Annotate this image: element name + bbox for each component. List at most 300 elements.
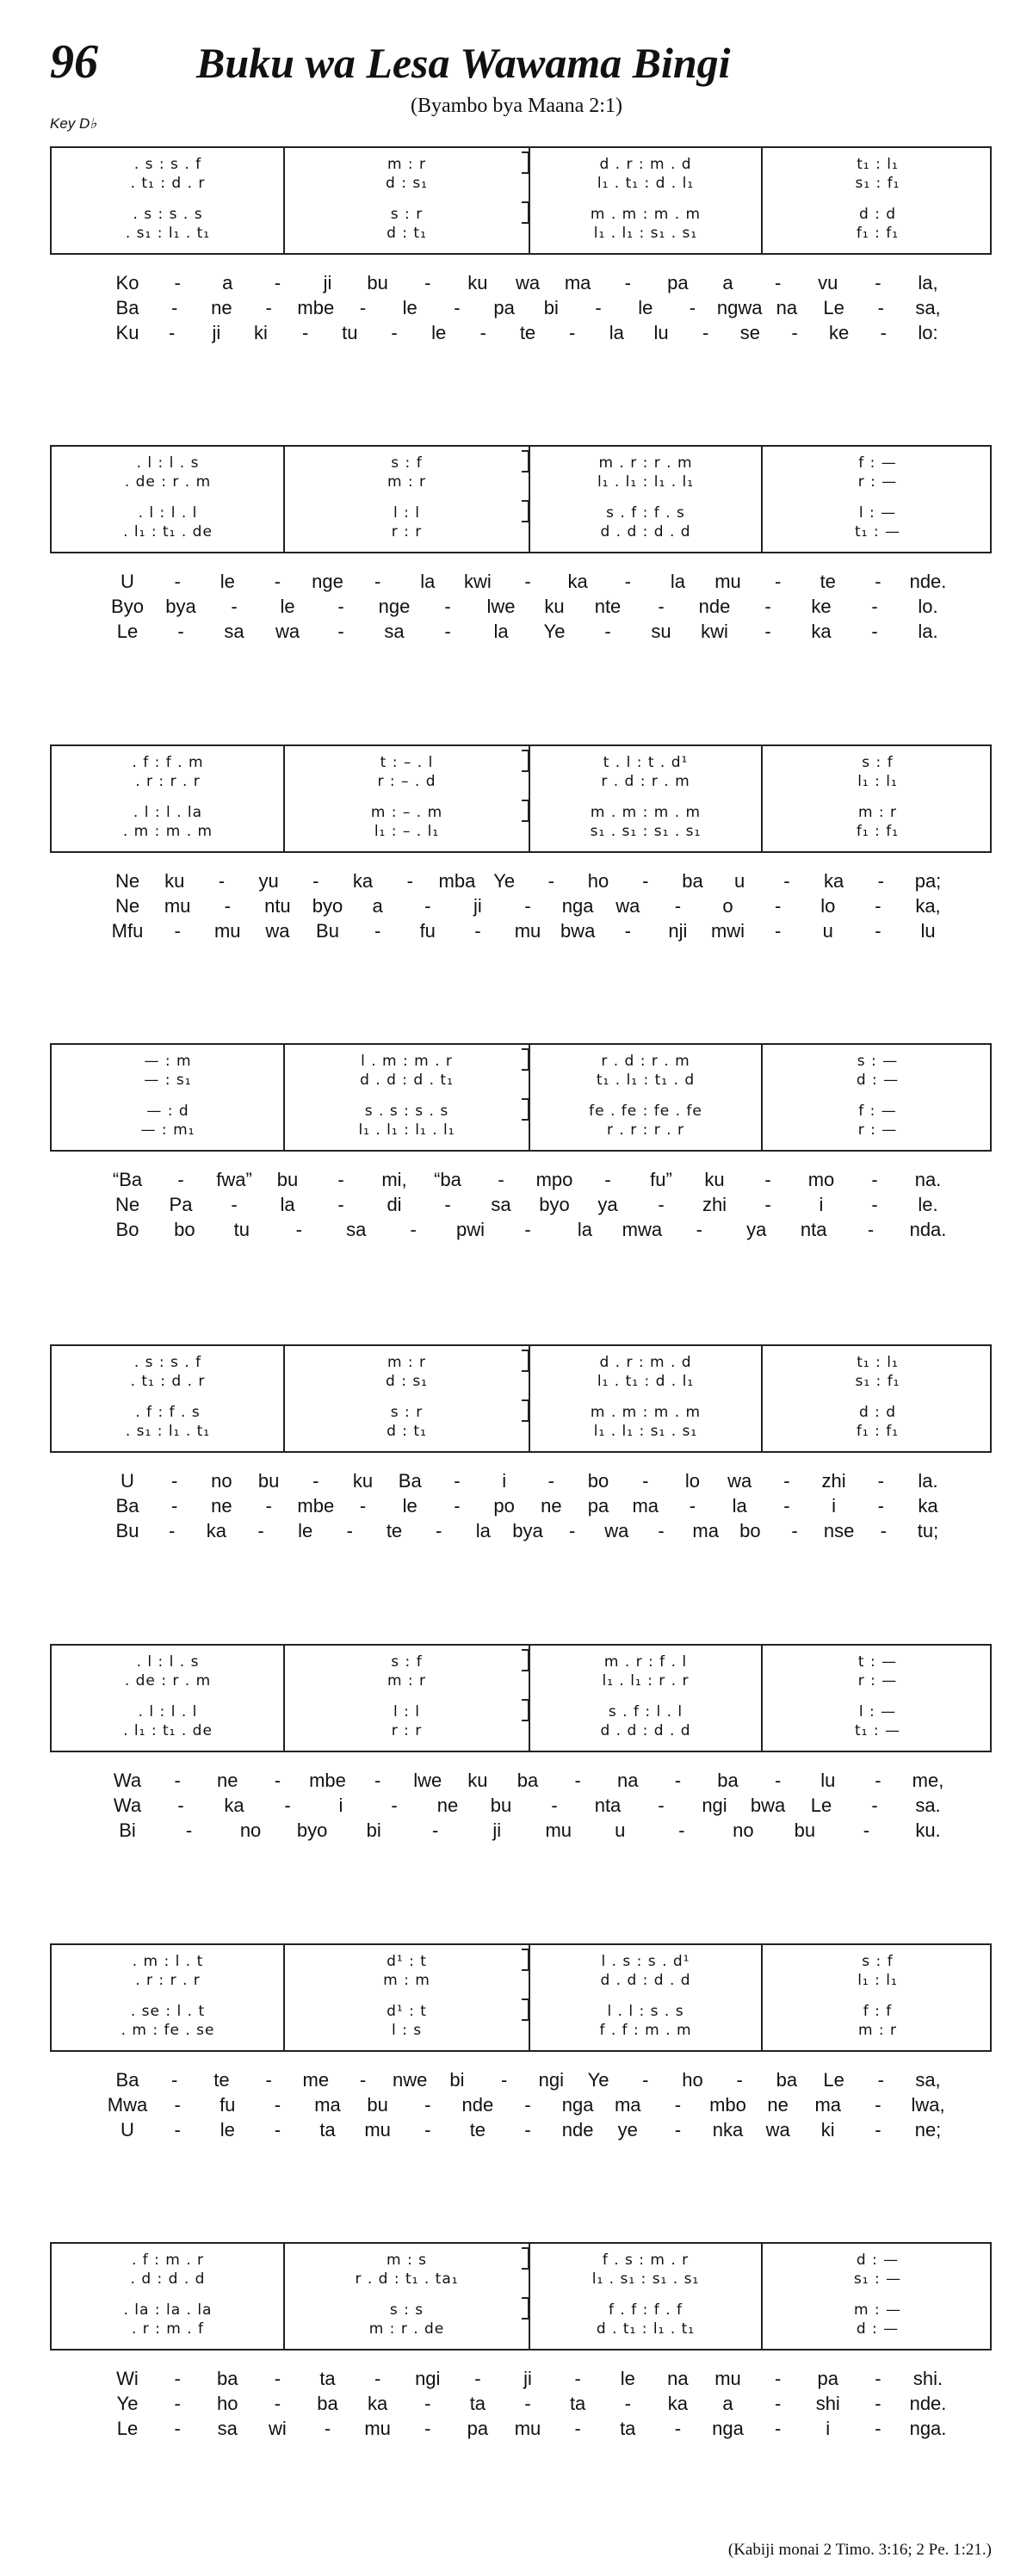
measure-notes: s₁ : f₁ (855, 175, 900, 192)
lyric-syllable: pa (817, 2368, 838, 2389)
measure-notes: . s : s . f (133, 156, 202, 173)
lyric-line (50, 2092, 992, 2117)
lyric-syllable: ta (319, 2119, 336, 2140)
measure-notes: r : – . d (377, 773, 436, 790)
measure-notes: . r : r . r (135, 1972, 201, 1989)
lyric-syllable: mu (213, 920, 241, 942)
lyric-syllable: mbe (309, 1770, 346, 1791)
syllable-hyphen: - (374, 1770, 381, 1791)
measure-notes: f : — (858, 1103, 897, 1120)
lyric-syllable: te (213, 2069, 230, 2091)
lyric-syllable: no (239, 1819, 262, 1841)
voice-row (52, 2002, 990, 2021)
syllable-hyphen: - (171, 2069, 178, 2091)
lyrics-block (50, 2366, 992, 2441)
lyric-syllable: ji (212, 322, 221, 343)
measure-notes: s . f : l . l (608, 1703, 684, 1720)
measure-notes: . l : l . l (138, 1703, 198, 1720)
lyric-syllable: Bi (119, 1819, 136, 1841)
lyric-syllable: ka (823, 870, 844, 892)
syllable-hyphen: - (177, 1169, 184, 1190)
lyric-syllable: nta (800, 1219, 827, 1240)
syllable-hyphen: - (454, 1470, 461, 1492)
syllable-hyphen: - (524, 571, 531, 592)
lyric-syllable: ji (492, 1819, 502, 1841)
measure-notes: m : r (857, 2022, 898, 2039)
syllable-hyphen: - (875, 2368, 881, 2389)
syllable-hyphen: - (624, 272, 631, 293)
lyric-syllable: pa (667, 272, 689, 293)
measure-notes: s : r (390, 1404, 424, 1421)
syllable-hyphen: - (547, 1470, 555, 1492)
lyric-syllable: bya (512, 1520, 543, 1541)
music-staff (50, 1043, 992, 1152)
measure-notes: l₁ : l₁ (857, 1972, 898, 1989)
lyric-syllable: a (222, 272, 233, 293)
lyric-syllable: le (402, 297, 418, 318)
lyric-syllable: lo (684, 1470, 701, 1492)
syllable-hyphen: - (764, 621, 771, 642)
lyric-line (50, 1793, 992, 1818)
measure-notes: r : — (857, 1121, 898, 1139)
lyric-syllable: mu (164, 895, 191, 917)
measure-notes: d : — (856, 2320, 900, 2338)
measure-notes: . l₁ : t₁ . de (123, 523, 213, 541)
measure-notes: r : r (391, 523, 423, 541)
lyric-line (50, 1167, 992, 1192)
measure-notes: . l : l . l (138, 504, 198, 522)
lyric-syllable: bwa (560, 920, 596, 942)
syllable-hyphen: - (642, 870, 649, 892)
lyric-syllable: no (733, 1819, 754, 1841)
lyric-syllable: sa (224, 621, 244, 642)
measure-notes: f₁ : f₁ (856, 225, 900, 242)
measure-notes: s₁ . s₁ : s₁ . s₁ (590, 823, 702, 840)
syllable-hyphen: - (174, 571, 181, 592)
syllable-hyphen: - (337, 596, 344, 617)
syllable-hyphen: - (875, 2418, 881, 2439)
measure-notes: f . s : m . r (602, 2252, 690, 2269)
syllable-hyphen: - (498, 1169, 504, 1190)
measure-notes: d¹ : t (387, 2003, 427, 2020)
lyric-syllable: le (298, 1520, 313, 1541)
voice-row (52, 155, 990, 174)
lyric-line (50, 2366, 992, 2391)
lyric-syllable: mu (514, 920, 541, 942)
measure-notes: . l : l . s (136, 1653, 200, 1671)
syllable-hyphen: - (877, 2069, 884, 2091)
lyric-syllable: Mwa (107, 2094, 148, 2116)
voice-row (52, 1403, 990, 1422)
syllable-hyphen: - (231, 596, 238, 617)
lyric-syllable: Bu (115, 1520, 139, 1541)
measure-notes: m . m : m . m (590, 804, 702, 821)
syllable-hyphen: - (658, 596, 665, 617)
measure-notes: l₁ . l₁ : s₁ . s₁ (593, 1423, 698, 1440)
music-staff (50, 445, 992, 553)
syllable-hyphen: - (880, 322, 887, 343)
voice-row (52, 205, 990, 224)
lyric-syllable: ka (224, 1795, 244, 1816)
lyric-syllable: po (493, 1495, 515, 1517)
lyric-syllable: mwa (622, 1219, 663, 1240)
syllable-hyphen: - (702, 322, 709, 343)
syllable-hyphen: - (174, 2418, 181, 2439)
lyric-syllable: bwa (750, 1795, 786, 1816)
lyric-syllable: tu (342, 322, 358, 343)
syllable-hyphen: - (337, 1194, 344, 1215)
lyric-syllable: ma (632, 1495, 659, 1517)
lyric-syllable: i (338, 1795, 343, 1816)
measure-notes: d . t₁ : l₁ . t₁ (596, 2320, 696, 2338)
syllable-hyphen: - (791, 322, 798, 343)
lyric-syllable: ba (717, 1770, 739, 1791)
lyric-syllable: le (220, 571, 235, 592)
lyric-syllable: la (577, 1219, 592, 1240)
hymn-number: 96 (50, 35, 98, 89)
syllable-hyphen: - (359, 297, 367, 318)
lyric-syllable: zhi (702, 1194, 727, 1215)
voice-row (52, 1702, 990, 1721)
lyric-line (50, 1768, 992, 1793)
lyric-syllable: ma (614, 2094, 641, 2116)
lyric-syllable: mu (545, 1819, 572, 1841)
syllable-hyphen: - (674, 2094, 682, 2116)
hymn-system (50, 2242, 992, 2441)
lyric-syllable: mi, (381, 1169, 407, 1190)
lyrics-block (50, 569, 992, 644)
syllable-hyphen: - (871, 1795, 878, 1816)
lyric-syllable: lo (820, 895, 836, 917)
measure-notes: . f : m . r (131, 2252, 205, 2269)
lyric-line (50, 594, 992, 619)
measure-notes: l . l : s . s (607, 2003, 684, 2020)
lyric-syllable: pa (587, 1495, 609, 1517)
measure-notes: . la : la . la (123, 2301, 213, 2319)
lyric-syllable: Ye (116, 2393, 139, 2414)
measure-notes: — : m (144, 1053, 192, 1070)
syllable-hyphen: - (547, 870, 555, 892)
lyric-syllable: bo (739, 1520, 761, 1541)
syllable-hyphen: - (551, 1795, 558, 1816)
syllable-hyphen: - (689, 297, 696, 318)
lyric-syllable: Ye (543, 621, 566, 642)
syllable-hyphen: - (174, 920, 181, 942)
lyric-syllable: ntu (264, 895, 291, 917)
voice-row (52, 503, 990, 522)
lyric-syllable: te (820, 571, 836, 592)
lyric-syllable: nga (561, 895, 594, 917)
syllable-hyphen: - (658, 1520, 665, 1541)
syllable-hyphen: - (359, 2069, 367, 2091)
lyric-syllable: ne; (914, 2119, 942, 2140)
measure-notes: s : f (391, 1653, 423, 1671)
lyric-syllable: nka (712, 2119, 744, 2140)
hymn-system (50, 445, 992, 644)
measure-notes: l₁ . l₁ : s₁ . s₁ (593, 225, 698, 242)
syllable-hyphen: - (295, 1219, 302, 1240)
lyric-syllable: ji (523, 2368, 532, 2389)
lyric-syllable: ku (467, 272, 488, 293)
syllable-hyphen: - (568, 1520, 576, 1541)
syllable-hyphen: - (168, 1520, 176, 1541)
lyric-syllable: nga (712, 2418, 744, 2439)
lyric-syllable: wa (265, 920, 290, 942)
lyric-syllable: ma (314, 2094, 341, 2116)
measure-notes: . se : l . t (130, 2003, 206, 2020)
music-staff (50, 744, 992, 853)
scripture-reference: (Kabiji monai 2 Timo. 3:16; 2 Pe. 1:21.) (727, 2541, 992, 2559)
syllable-hyphen: - (177, 1795, 184, 1816)
voice-row (52, 1671, 990, 1690)
lyric-syllable: ke (811, 596, 832, 617)
measure-notes: . f : f . s (135, 1404, 201, 1421)
lyric-syllable: fwa” (216, 1169, 252, 1190)
measure-notes: f : — (858, 454, 897, 472)
syllable-hyphen: - (877, 870, 884, 892)
syllable-hyphen: - (604, 1169, 611, 1190)
syllable-hyphen: - (774, 2393, 782, 2414)
syllable-hyphen: - (764, 1169, 771, 1190)
measure-notes: d . r : m . d (599, 1354, 692, 1371)
syllable-hyphen: - (274, 272, 281, 293)
measure-notes: r : — (857, 1672, 898, 1690)
voice-row (52, 2251, 990, 2270)
measure-notes: m . r : r . m (598, 454, 693, 472)
lyric-syllable: su (651, 621, 671, 642)
syllable-hyphen: - (875, 2393, 881, 2414)
measure-notes: . m : l . t (132, 1953, 204, 1970)
measure-notes: . s₁ : l₁ . t₁ (125, 225, 211, 242)
measure-notes: d : t₁ (387, 225, 427, 242)
measure-notes: d : s₁ (386, 175, 428, 192)
lyric-syllable: Wa (113, 1795, 142, 1816)
syllable-hyphen: - (174, 2368, 181, 2389)
lyric-syllable: ta (569, 2393, 586, 2414)
measure-notes: f₁ : f₁ (856, 823, 900, 840)
lyric-syllable: la (732, 1495, 747, 1517)
measure-notes: r . d : r . m (601, 1053, 690, 1070)
lyric-syllable: ne (211, 1495, 232, 1517)
lyric-syllable: ta (469, 2393, 486, 2414)
syllable-hyphen: - (274, 2393, 281, 2414)
lyric-syllable: le. (918, 1194, 938, 1215)
measure-notes: t₁ : — (854, 523, 900, 541)
lyric-syllable: bi (543, 297, 559, 318)
lyric-syllable: ba (317, 2393, 338, 2414)
measure-notes: f₁ : f₁ (856, 1423, 900, 1440)
voice-row (52, 1422, 990, 1441)
lyric-syllable: mu (364, 2418, 391, 2439)
lyric-syllable: sa. (915, 1795, 941, 1816)
lyric-syllable: ye (617, 2119, 638, 2140)
hymn-system (50, 1043, 992, 1242)
lyric-syllable: mu (714, 2368, 741, 2389)
lyric-syllable: kwi (463, 571, 492, 592)
measure-notes: . s₁ : l₁ . t₁ (125, 1423, 211, 1440)
syllable-hyphen: - (374, 571, 381, 592)
measure-notes: s . f : f . s (606, 504, 685, 522)
syllable-hyphen: - (783, 1495, 790, 1517)
lyric-syllable: ba (516, 1770, 539, 1791)
lyric-line (50, 868, 992, 893)
syllable-hyphen: - (312, 1470, 319, 1492)
voice-row (52, 822, 990, 841)
measure-notes: . de : r . m (124, 473, 212, 491)
lyrics-block (50, 270, 992, 345)
syllable-hyphen: - (346, 1520, 353, 1541)
syllable-hyphen: - (479, 322, 486, 343)
measure-notes: . d : d . d (130, 2270, 206, 2288)
measure-notes: t₁ : l₁ (857, 1354, 899, 1371)
lyric-line (50, 2391, 992, 2416)
measure-notes: d : — (856, 1072, 900, 1089)
syllable-hyphen: - (312, 870, 319, 892)
measure-notes: s : — (857, 1053, 899, 1070)
measure-notes: l . m : m . r (361, 1053, 453, 1070)
voice-row (52, 1121, 990, 1140)
lyric-syllable: bu (367, 2094, 388, 2116)
lyric-syllable: Ne (114, 895, 140, 917)
measure-notes: d . d : d . t₁ (360, 1072, 454, 1089)
lyric-syllable: shi (815, 2393, 840, 2414)
lyric-syllable: le (220, 2119, 235, 2140)
lyrics-block (50, 2067, 992, 2142)
lyric-syllable: a (722, 2393, 733, 2414)
lyric-syllable: la (609, 322, 624, 343)
syllable-hyphen: - (774, 920, 782, 942)
lyric-syllable: bu (257, 1470, 280, 1492)
lyric-syllable: la (475, 1520, 491, 1541)
lyric-syllable: Le (116, 621, 139, 642)
syllable-hyphen: - (224, 895, 231, 917)
measure-notes: l : — (858, 1703, 897, 1720)
syllable-hyphen: - (274, 2094, 281, 2116)
syllable-hyphen: - (877, 1495, 884, 1517)
measure-notes: m . r : f . l (603, 1653, 688, 1671)
measure-notes: m : r . de (368, 2320, 445, 2338)
lyrics-block (50, 868, 992, 943)
lyric-syllable: le (620, 2368, 635, 2389)
lyric-syllable: U (121, 1470, 134, 1492)
lyric-line (50, 1518, 992, 1543)
syllable-hyphen: - (624, 920, 631, 942)
syllable-hyphen: - (524, 895, 531, 917)
syllable-hyphen: - (424, 272, 431, 293)
measure-notes: s : f (391, 454, 423, 472)
syllable-hyphen: - (391, 322, 398, 343)
syllable-hyphen: - (274, 2119, 281, 2140)
lyric-line (50, 2416, 992, 2441)
measure-notes: f . f : m . m (599, 2022, 692, 2039)
lyric-line (50, 1468, 992, 1493)
syllable-hyphen: - (444, 621, 451, 642)
lyric-line (50, 918, 992, 943)
lyric-syllable: ma (564, 272, 591, 293)
syllable-hyphen: - (424, 2418, 431, 2439)
syllable-hyphen: - (454, 1495, 461, 1517)
syllable-hyphen: - (674, 2119, 682, 2140)
syllable-hyphen: - (474, 2368, 481, 2389)
lyric-syllable: sa (491, 1194, 511, 1215)
measure-notes: d . r : m . d (599, 156, 692, 173)
lyric-syllable: Ye (493, 870, 516, 892)
syllable-hyphen: - (274, 1770, 281, 1791)
measure-notes: s₁ : f₁ (855, 1373, 900, 1390)
lyric-syllable: ta (620, 2418, 636, 2439)
syllable-hyphen: - (274, 571, 281, 592)
measure-notes: d : — (856, 2252, 900, 2269)
lyric-syllable: bu (367, 272, 388, 293)
lyric-syllable: bi (366, 1819, 381, 1841)
measure-notes: l₁ . s₁ : s₁ . s₁ (591, 2270, 700, 2288)
syllable-hyphen: - (171, 1470, 178, 1492)
voice-row (52, 1372, 990, 1391)
lyric-syllable: Ko (115, 272, 139, 293)
lyric-syllable: lo: (918, 322, 938, 343)
voice-row (52, 2270, 990, 2289)
lyric-syllable: U (121, 2119, 134, 2140)
voice-row (52, 1353, 990, 1372)
lyric-syllable: bi (449, 2069, 465, 2091)
lyric-syllable: lwa, (911, 2094, 945, 2116)
measure-notes: t . l : t . d¹ (603, 754, 689, 771)
syllable-hyphen: - (871, 621, 878, 642)
measure-notes: m : r (387, 1354, 427, 1371)
voice-row (52, 2301, 990, 2320)
lyric-syllable: Ne (114, 870, 140, 892)
lyric-syllable: le (402, 1495, 418, 1517)
lyric-syllable: nde. (909, 571, 947, 592)
lyric-syllable: sa (384, 621, 405, 642)
lyric-syllable: ya (597, 1194, 618, 1215)
lyric-syllable: ne (217, 1770, 238, 1791)
lyric-syllable: bu (490, 1795, 512, 1816)
measure-notes: m . m : m . m (590, 1404, 702, 1421)
syllable-hyphen: - (863, 1819, 870, 1841)
measure-notes: s₁ : — (853, 2270, 902, 2288)
lyric-syllable: mba (438, 870, 476, 892)
lyric-line (50, 295, 992, 320)
measure-notes: m : s (387, 2252, 427, 2269)
lyric-syllable: ji (473, 895, 482, 917)
voice-row (52, 454, 990, 473)
measure-notes: f . f : f . f (609, 2301, 683, 2319)
syllable-hyphen: - (444, 1194, 451, 1215)
measure-notes: d¹ : t (387, 1953, 427, 1970)
syllable-hyphen: - (265, 297, 272, 318)
lyric-syllable: wa (765, 2119, 790, 2140)
voice-row (52, 473, 990, 491)
lyric-syllable: nge (378, 596, 411, 617)
syllable-hyphen: - (774, 1770, 782, 1791)
lyric-syllable: ne (211, 297, 232, 318)
voice-row (52, 174, 990, 193)
syllable-hyphen: - (875, 895, 881, 917)
syllable-hyphen: - (604, 621, 611, 642)
lyric-syllable: wa (604, 1520, 629, 1541)
lyric-syllable: nge (312, 571, 343, 592)
lyric-syllable: lu (653, 322, 669, 343)
lyric-syllable: ku (352, 1470, 374, 1492)
syllable-hyphen: - (880, 1520, 887, 1541)
lyric-line (50, 569, 992, 594)
lyric-syllable: la (420, 571, 436, 592)
measure-notes: l₁ . t₁ : d . l₁ (597, 1373, 695, 1390)
lyric-syllable: ba (217, 2368, 238, 2389)
measure-notes: r . r : r . r (607, 1121, 684, 1139)
hymn-system (50, 1943, 992, 2142)
